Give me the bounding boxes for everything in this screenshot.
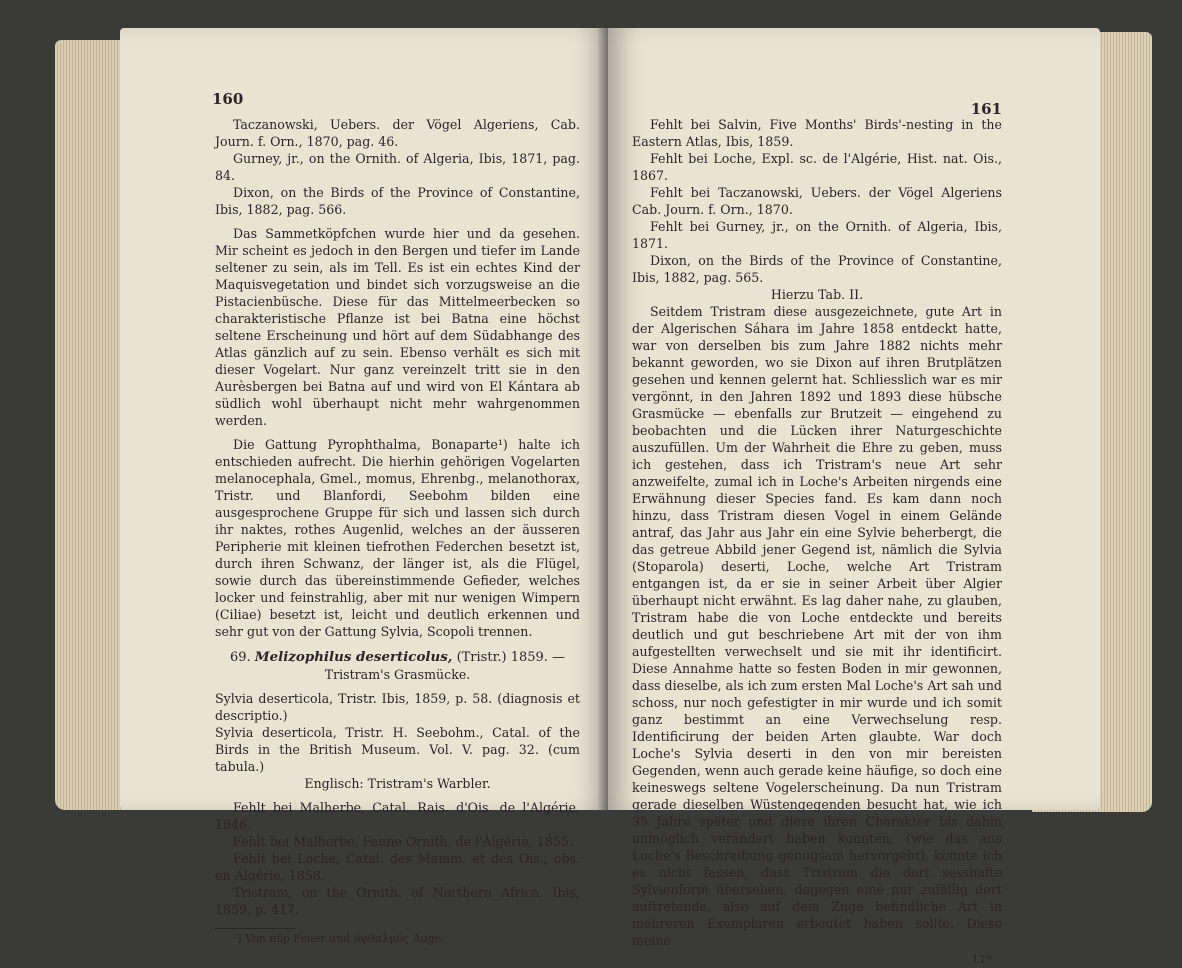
common-name: Tristram's Grasmücke. xyxy=(324,667,471,682)
heading-number: 69. xyxy=(229,650,251,665)
species-heading xyxy=(215,649,580,666)
left-page xyxy=(120,28,608,945)
paragraph: Fehlt bei Salvin, Five Months' Birds'-nesting in the Eastern Atlas, Ibis, 1859. xyxy=(632,117,1002,149)
synonym: Sylvia deserticola, Tristr. Ibis, 1859, p. 58. (diagnosis et descriptio.) xyxy=(215,691,580,723)
paragraph: Fehlt bei Gurney, jr., on the Ornith. of Algeria, Ibis, 1871. xyxy=(632,219,1002,251)
page-number-left: 160 xyxy=(212,90,244,108)
plate-note: Hierzu Tab. II. xyxy=(770,287,864,302)
body-paragraph: Seitdem Tristram diese ausgezeichnete, gute Art in der Algerischen Sáhara im Jahre 1858 entdeckt hatte, war von derselben bis zum Jahre 1882 nichts mehr bekannt geworden, wo sie Dixon auf ihren Brutplätzen gesehen und kennen gelernt hat. Schliesslich war es mir vergönnt, in den Jahren 1892 und 1893 diese hübsche Grasmücke — ebenfalls zur Brutzeit — eingehend zu beobachten und die Lücken ihrer Naturgeschichte auszufüllen. Um der Wahrheit die Ehre zu geben, muss ich gestehen, dass ich Tristram's neue Art sehr anzweifelte, zumal ich in Loche's Arbeiten nirgends eine Erwähnung dieser Species fand. Es kam dann noch hinzu, dass Tristram diesen Vogel in einem Gelände antraf, das Jahr aus Jahr ein eine Sylvie beherbergt, die das getreue Abbild jener Gegend ist, nämlich die Sylvia (Stoparola) deserti, Loche, welche Art Tristram entgangen ist, da er sie in seiner Arbeit über Algier überhaupt nicht erwähnt. Es lag daher nahe, zu glauben, Tristram habe die von Loche entdeckte und bereits deutlich und gut beschriebene Art mit der von ihm aufgestellten verwechselt und sie mit ihr identificirt. Diese Annahme hatte so festen Boden in mir gewonnen, dass dieselbe, als ich zum ersten Mal Loche's Art sah und schoss, nur noch gefestigter in mir wurde und ich somit ganz bestimmt an eine Verwechselung resp. Identificirung der beiden Arten glaubte. War doch Loche's Sylvia deserti in den von mir bereisten Gegenden, wenn auch gerade keine häufige, so doch eine keineswegs seltene Vogelerscheinung. Da nun Tristram gerade dieselben Wüstengegenden besucht hat, wie ich 35 Jahre später und diese ihren Charakter bis dahin unmöglich verändert haben konnten, (wie das aus Loche's Beschreibung genugsam hervorgeht), konnte ich es nicht fassen, dass Tristram die dort sesshafte Sylvienform übersehen, dagegen eine nur zufällig dort auftretende, also auf dem Zuge befindliche Art in mehreren Exemplaren erbeutet haben sollte. Diese meine xyxy=(632,304,1002,948)
left-page-text xyxy=(215,116,580,946)
reference: Fehlt bei Malherbe, Catal. Rais. d'Ois. de l'Algérie, 1846. xyxy=(215,800,580,832)
right-page xyxy=(608,28,1100,966)
footnote: ¹) Von πῦρ Feuer und ὀφθαλμός Auge. xyxy=(233,932,445,945)
page-number-right: 161 xyxy=(970,100,1002,118)
right-page-text xyxy=(632,116,1002,968)
paragraph: Dixon, on the Birds of the Province of Constantine, Ibis, 1882, pag. 566. xyxy=(215,185,580,217)
paragraph: Gurney, jr., on the Ornith. of Algeria, Ibis, 1871, pag. 84. xyxy=(215,151,580,183)
paragraph: Das Sammetköpfchen wurde hier und da gesehen. Mir scheint es jedoch in den Bergen und tiefer im Lande seltener zu sein, als im Tell. Es ist ein echtes Kind der Maquisvegetation und bindet sich vorzugsweise an die Pistacienbüsche. Diese für das Mittelmeerbecken so charakteristische Pflanze ist bei Batna eine höchst seltene Erscheinung und hört auf dem Südabhange des Atlas gänzlich auf zu sein. Ebenso verhält es sich mit dieser Vogelart. Nur ganz vereinzelt tritt sie in den Aurèsbergen bei Batna auf und wird von El Kántara ab südlich wohl überhaupt nicht mehr wahrgenommen werden. xyxy=(215,226,580,428)
paragraph: Dixon, on the Birds of the Province of Constantine, Ibis, 1882, pag. 565. xyxy=(632,253,1002,285)
heading-name: Melizophilus deserticolus, xyxy=(254,649,453,665)
synonym: Sylvia deserticola, Tristr. H. Seebohm., Catal. of the Birds in the British Museum. Vol. V. pag. 32. (cum tabula.) xyxy=(215,725,580,774)
reference: Fehlt bei Loche, Catal. des Mamm. et des Ois., obs. en Algérie, 1858. xyxy=(215,851,580,883)
reference: Fehlt bei Malherbe, Faune Ornith. de l'Algérie, 1855. xyxy=(233,834,573,849)
paragraph: Die Gattung Pyrophthalma, Bonaparte¹) halte ich entschieden aufrecht. Die hierhin gehörigen Vogelarten melanocephala, Gmel., momus, Ehrenbg., melanothorax, Tristr. und Blanfordi, Seebohm bilden eine ausgesprochene Gruppe für sich und lassen sich durch ihr naktes, rothes Augenlid, welches an der äusseren Peripherie mit kleinen tiefrothen Federchen besetzt ist, durch ihren Schwanz, der länger ist, als die Flügel, sowie durch das übereinstimmende Gefieder, welches locker und feinstrahlig, aber mit nur wenigen Wimpern (Ciliae) besetzt ist, leicht und deutlich erkennen und sehr gut von der Gattung Sylvia, Scopoli trennen. xyxy=(215,437,580,639)
english-name: Englisch: Tristram's Warbler. xyxy=(304,776,491,791)
reference: Tristram, on the Ornith. of Northern Africa, Ibis, 1859, p. 417. xyxy=(215,885,580,917)
heading-author: (Tristr.) 1859. — xyxy=(456,650,566,665)
footnote-rule xyxy=(215,928,295,929)
paragraph: Taczanowski, Uebers. der Vögel Algeriens, Cab. Journ. f. Orn., 1870, pag. 46. xyxy=(215,117,580,149)
signature-mark: 11* xyxy=(971,952,992,966)
paragraph: Fehlt bei Taczanowski, Uebers. der Vögel Algeriens Cab. Journ. f. Orn., 1870. xyxy=(632,185,1002,217)
paragraph: Fehlt bei Loche, Expl. sc. de l'Algérie, Hist. nat. Ois., 1867. xyxy=(632,151,1002,183)
